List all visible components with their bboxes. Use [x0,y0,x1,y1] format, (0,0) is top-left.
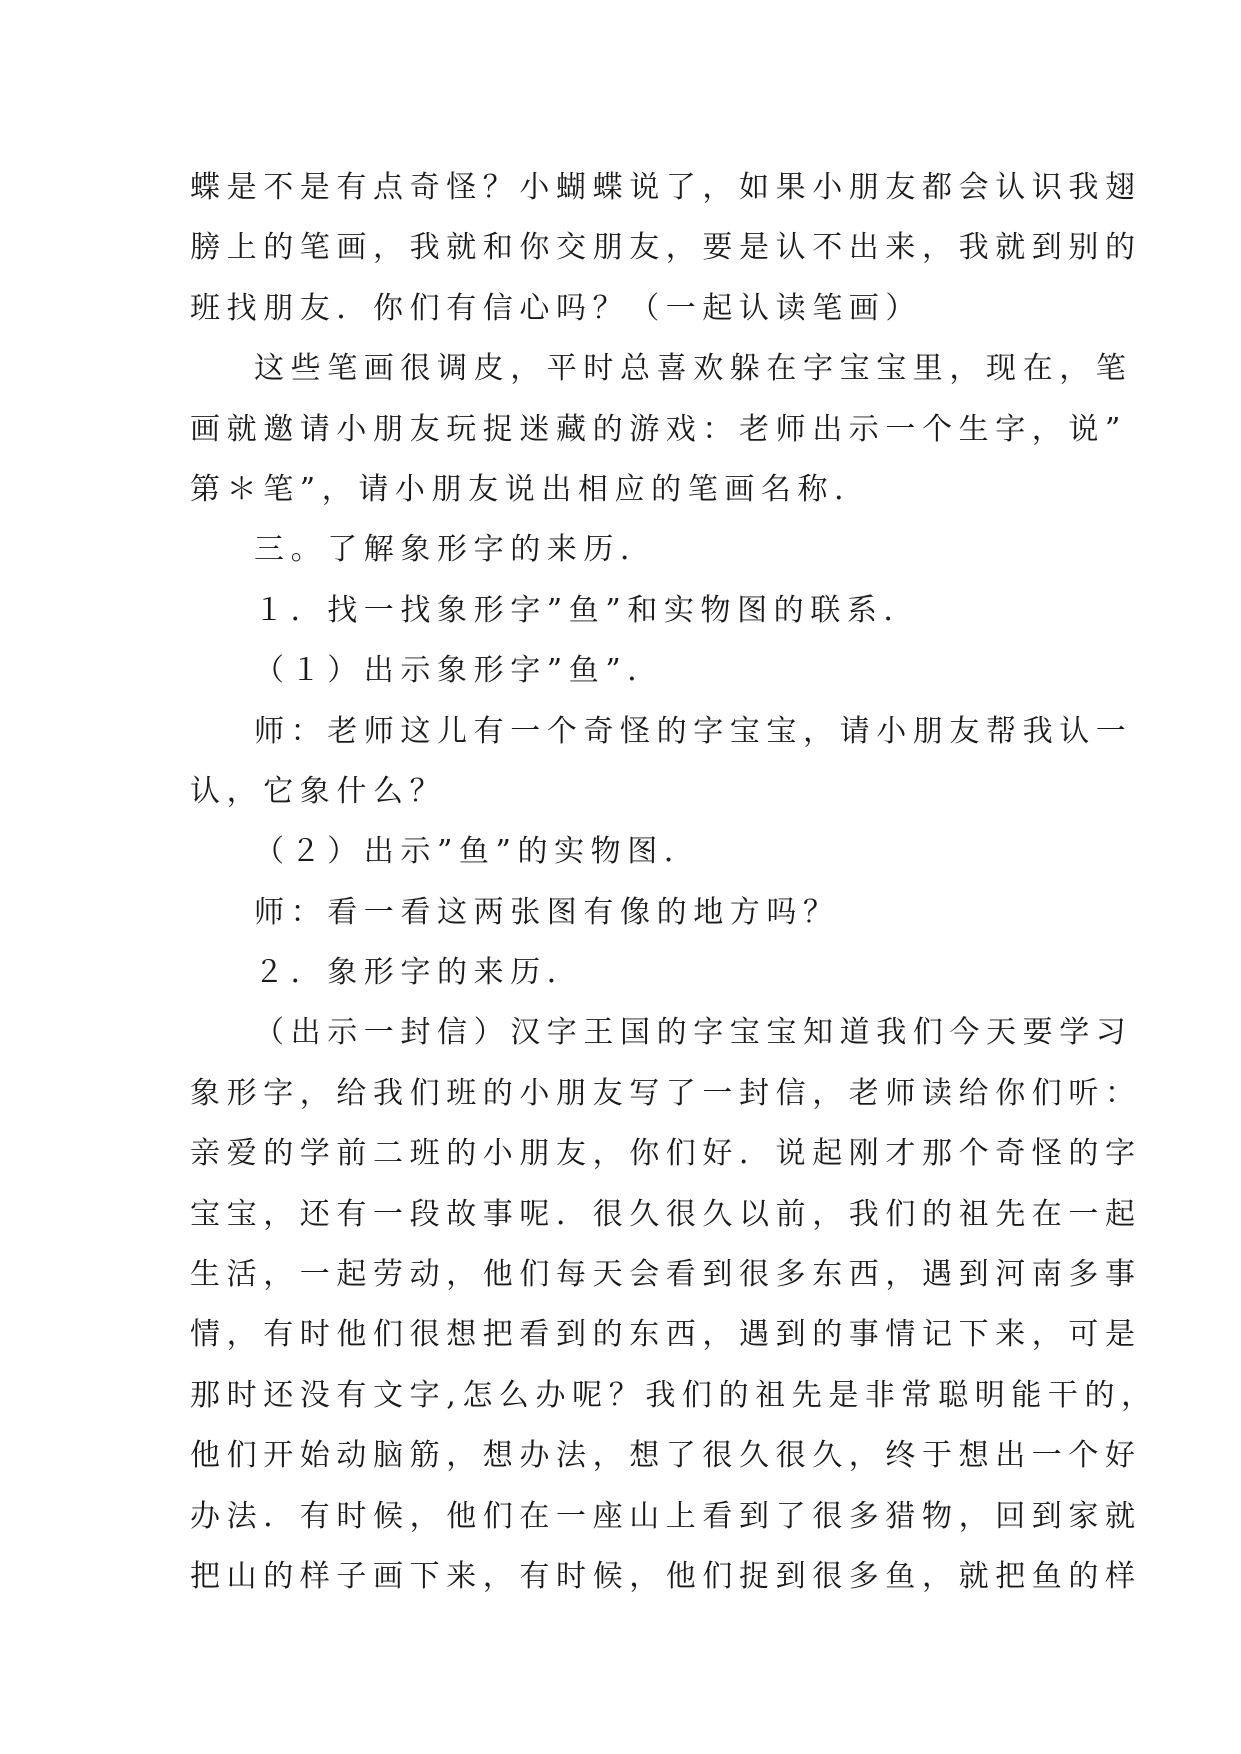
text-line: 办法．有时候，他们在一座山上看到了很多猎物，回到家就 [190,1498,1142,1534]
text-line: 那时还没有文字,怎么办呢？我们的祖先是非常聪明能干的， [190,1377,1158,1413]
text-line: 这些笔画很调皮，平时总喜欢躲在字宝宝里，现在，笔 [254,351,1133,387]
text-line: 宝宝，还有一段故事呢．很久很久以前，我们的祖先在一起 [190,1196,1142,1232]
text-line: 三。了解象形字的来历． [254,532,657,568]
text-line: （２）出示”鱼”的实物图． [254,834,701,870]
text-line: 师：看一看这两张图有像的地方吗？ [254,894,840,930]
text-line: １．找一找象形字”鱼”和实物图的联系． [254,592,921,628]
text-line: 画就邀请小朋友玩捉迷藏的游戏：老师出示一个生字，说” [190,411,1127,447]
text-line: ２．象形字的来历． [254,955,584,991]
text-line: 情，有时他们很想把看到的东西，遇到的事情记下来，可是 [190,1317,1142,1353]
text-line: 师：老师这儿有一个奇怪的字宝宝，请小朋友帮我认一 [254,713,1133,749]
text-line: （出示一封信）汉字王国的字宝宝知道我们今天要学习 [254,1015,1133,1051]
text-line: 第＊笔”，请小朋友说出相应的笔画名称． [190,471,871,507]
text-line: 班找朋友．你们有信心吗？（一起认读笔画） [190,290,922,326]
text-line: 象形字，给我们班的小朋友写了一封信，老师读给你们听： [190,1075,1142,1111]
text-line: 他们开始动脑筋，想办法，想了很久很久，终于想出一个好 [190,1438,1142,1474]
text-line: （１）出示象形字”鱼”． [254,653,664,689]
text-line: 生活，一起劳动，他们每天会看到很多东西，遇到河南多事 [190,1257,1142,1293]
text-line: 认，它象什么？ [190,773,447,809]
text-line: 亲爱的学前二班的小朋友，你们好．说起刚才那个奇怪的字 [190,1136,1142,1172]
text-line: 蝶是不是有点奇怪？小蝴蝶说了，如果小朋友都会认识我翅 [190,170,1142,205]
text-line: 把山的样子画下来，有时候，他们捉到很多鱼，就把鱼的样 [190,1558,1142,1594]
text-line: 膀上的笔画，我就和你交朋友，要是认不出来，我就到别的 [190,230,1142,266]
body-text [190,158,1158,1607]
